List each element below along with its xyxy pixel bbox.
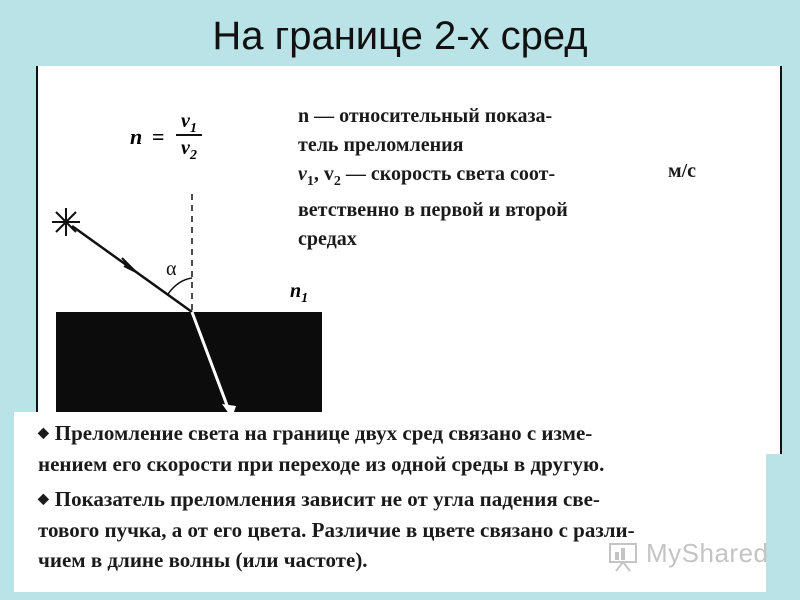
watermark (608, 536, 768, 576)
refracted-ray (192, 312, 228, 408)
unit-label: м/с (668, 160, 697, 182)
definition-line: средах (298, 228, 357, 250)
slide-title: На границе 2-х сред (212, 14, 588, 58)
definition-line: n — относительный показа- (298, 105, 553, 127)
presentation-board-icon (608, 542, 640, 572)
bullet-line: тового пучка, а от его цвета. Различие в цвете связано с разли- (38, 518, 635, 542)
bullet-item: ◆ Преломление света на границе двух сред связано с изме- нением его скорости при переходе из одной среды в другую. (38, 418, 768, 479)
angle-alpha-label: α (166, 258, 177, 280)
formula-denominator: $v_2$ (181, 137, 197, 163)
ray-diagram (38, 66, 780, 454)
definition-line: $v_1$, $v_2$ — скорость света соот- (298, 163, 556, 189)
refraction-figure (36, 66, 782, 454)
watermark-text: MyShared (646, 538, 769, 568)
formula-numerator: $v_1$ (181, 110, 197, 136)
bullet-line: чием в длине волны (или частоте). (38, 548, 368, 572)
definition-line: тель преломления (298, 134, 464, 156)
bullet-line: нением его скорости при переходе из одной среды в другую. (38, 452, 605, 476)
bullet-diamond-icon: ◆ (38, 426, 49, 441)
medium-n1-label: $n_1$ (290, 280, 309, 306)
star-light-source-icon (52, 208, 80, 236)
formula-equals: = (152, 124, 165, 149)
definition-line: ветственно в первой и второй (298, 199, 568, 221)
bullet-diamond-icon: ◆ (38, 492, 49, 507)
bullet-item: ◆ Показатель преломления зависит не от угла падения све- тового пучка, а от его цвета. Различие в цвете связано с разли- чием в длине волны (или частоте). (38, 484, 768, 575)
formula-n: n (130, 124, 143, 149)
incident-ray-arrow-icon (122, 258, 136, 272)
